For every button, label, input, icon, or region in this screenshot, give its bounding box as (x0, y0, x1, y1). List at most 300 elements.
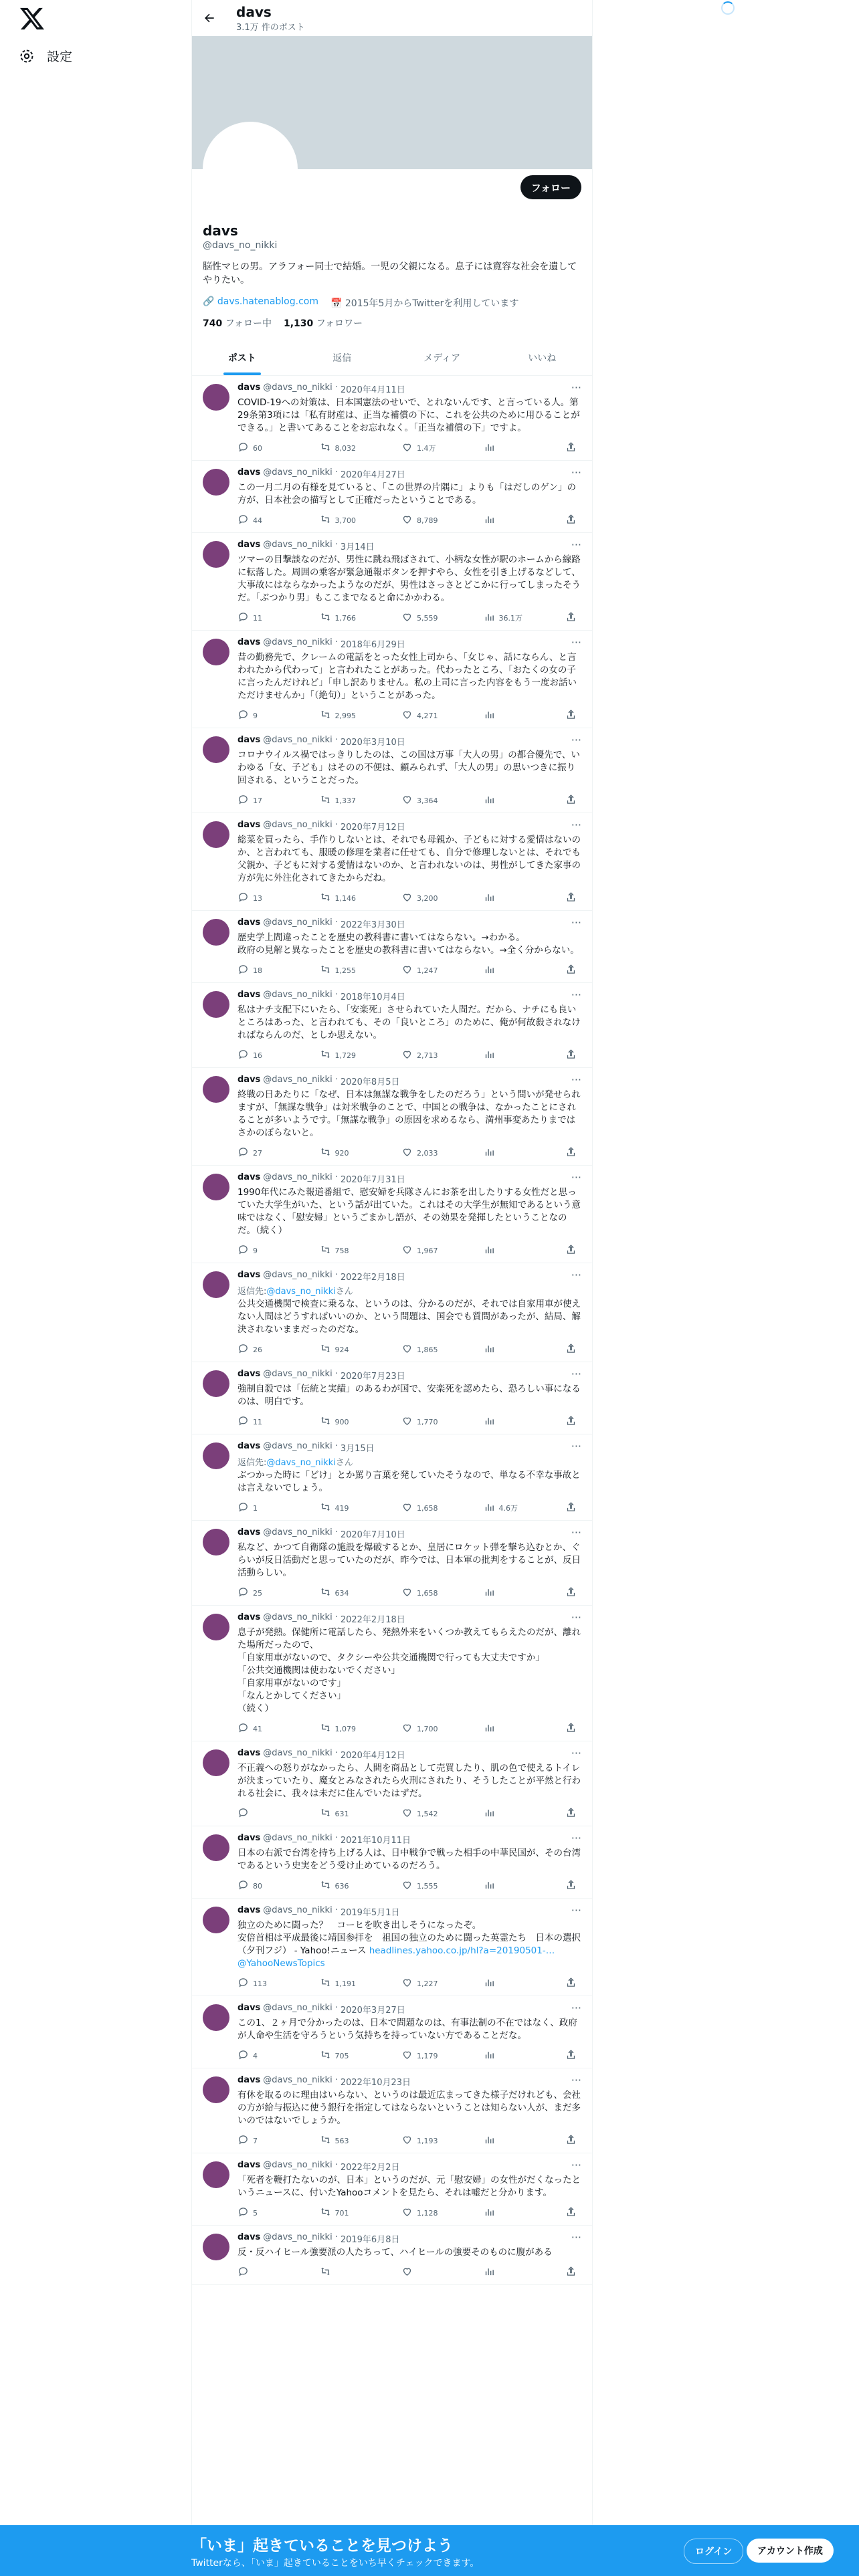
tweet[interactable] (192, 376, 592, 461)
like-button[interactable] (401, 1977, 442, 1990)
retweet-button[interactable] (320, 1807, 360, 1820)
profile-link[interactable]: davs.hatenablog.com (217, 296, 318, 307)
share-button[interactable] (565, 1879, 579, 1893)
tweet-separator: · (335, 1075, 338, 1085)
reply-count: 17 (253, 796, 262, 805)
share-button[interactable] (565, 1049, 579, 1062)
views-button[interactable] (484, 2266, 524, 2279)
tab-likes[interactable]: いいね (528, 353, 557, 364)
tweet-avatar[interactable] (203, 1749, 229, 1776)
tweet-author-handle[interactable]: @davs_no_nikki (263, 637, 332, 647)
retweet-button[interactable] (320, 611, 360, 625)
share-button[interactable] (565, 441, 579, 455)
views-button[interactable] (484, 2206, 524, 2220)
share-button[interactable] (565, 1146, 579, 1160)
reply-button[interactable] (237, 1146, 278, 1160)
reply-button[interactable] (237, 1807, 278, 1820)
tab-replies[interactable]: 返信 (332, 353, 352, 364)
retweet-count: 8,032 (335, 443, 356, 453)
back-arrow-icon[interactable] (203, 11, 216, 25)
tweet-author-name[interactable]: davs (237, 637, 261, 647)
retweet-button[interactable] (320, 514, 360, 527)
tweet-author-name[interactable]: davs (237, 1270, 261, 1280)
more-options-icon[interactable]: ··· (571, 1171, 581, 1184)
share-button[interactable] (565, 709, 579, 722)
reply-button[interactable] (237, 1586, 278, 1600)
views-button[interactable] (484, 2049, 524, 2062)
reply-icon (237, 1586, 249, 1600)
tweet-date[interactable]: 2022年2月18日 (340, 1273, 405, 1283)
views-button[interactable] (484, 1807, 524, 1820)
retweet-button[interactable] (320, 794, 360, 807)
tweet-avatar[interactable] (203, 991, 229, 1018)
tweet-avatar[interactable] (203, 384, 229, 411)
tweet-avatar[interactable] (203, 919, 229, 946)
follow-button[interactable]: フォロー (520, 175, 581, 199)
retweet-button[interactable] (320, 1343, 360, 1356)
tweet-author-name[interactable]: davs (237, 540, 261, 550)
share-button[interactable] (565, 1415, 579, 1428)
share-button[interactable] (565, 514, 579, 527)
like-button[interactable] (401, 1501, 442, 1515)
tweet-author-handle[interactable]: @davs_no_nikki (263, 383, 332, 393)
tweet[interactable] (192, 1899, 592, 1996)
reply-button[interactable] (237, 1049, 278, 1062)
tweet-date[interactable]: 2020年3月27日 (340, 2006, 405, 2016)
tweet[interactable] (192, 1741, 592, 1826)
reply-button[interactable] (237, 1977, 278, 1990)
retweet-button[interactable] (320, 1244, 360, 1257)
like-button[interactable] (401, 964, 442, 977)
share-button[interactable] (565, 1586, 579, 1600)
views-button[interactable] (484, 1343, 524, 1356)
share-button[interactable] (565, 1722, 579, 1735)
tweet-author-handle[interactable]: @davs_no_nikki (263, 2075, 332, 2085)
like-button[interactable] (401, 891, 442, 905)
like-button[interactable] (401, 1244, 442, 1257)
tweet[interactable] (192, 533, 592, 631)
tweet-avatar[interactable] (203, 1271, 229, 1298)
like-button[interactable] (401, 794, 442, 807)
like-button[interactable] (401, 2134, 442, 2147)
like-button[interactable] (401, 2049, 442, 2062)
tweet[interactable] (192, 2226, 592, 2285)
tweet-author-handle[interactable]: @davs_no_nikki (263, 467, 332, 477)
share-icon (565, 1244, 577, 1257)
tweet-author-name[interactable]: davs (237, 383, 261, 393)
tweet-avatar[interactable] (203, 639, 229, 665)
reply-button[interactable] (237, 794, 278, 807)
tweet-author-name[interactable]: davs (237, 1748, 261, 1758)
share-icon (565, 1977, 577, 1990)
tweet-author-name[interactable]: davs (237, 467, 261, 477)
more-options-icon[interactable]: ··· (571, 1747, 581, 1759)
more-options-icon[interactable]: ··· (571, 2074, 581, 2086)
retweet-button[interactable] (320, 2266, 360, 2279)
more-options-icon[interactable]: ··· (571, 1904, 581, 1917)
following-link[interactable] (203, 316, 272, 330)
nav-settings[interactable] (19, 47, 72, 65)
views-button[interactable] (484, 1244, 524, 1257)
like-button[interactable] (401, 1586, 442, 1600)
tweet-date[interactable]: 2020年7月10日 (340, 1530, 405, 1540)
tweet[interactable] (192, 2068, 592, 2153)
more-options-icon[interactable]: ··· (571, 1269, 581, 1281)
like-button[interactable] (401, 2266, 442, 2279)
reply-button[interactable] (237, 2049, 278, 2062)
views-button[interactable] (484, 709, 524, 722)
tweet-date[interactable]: 2018年6月29日 (340, 640, 405, 650)
tweet[interactable] (192, 2153, 592, 2226)
tweet-author-handle[interactable]: @davs_no_nikki (263, 1833, 332, 1843)
tweet-author-handle[interactable]: @davs_no_nikki (263, 1441, 332, 1451)
tweet-date[interactable]: 2020年7月12日 (340, 823, 405, 833)
reply-button[interactable] (237, 1415, 278, 1428)
tweet-text-content: 私はナチ支配下にいたら、「安楽死」させられていた人間だ。だから、ナチにも良いところはあった、と言われても、その「良いところ」のために、俺が何故殺されなければならんのだ、としか思えない。 (237, 1004, 581, 1041)
share-button[interactable] (565, 611, 579, 625)
tweet-date[interactable]: 2020年4月12日 (340, 1751, 405, 1761)
tweet-author-name[interactable]: davs (237, 2232, 261, 2242)
like-button[interactable] (401, 1722, 442, 1735)
tweet-link[interactable]: headlines.yahoo.co.jp/hl?a=20190501-… (369, 1945, 555, 1956)
tweet-body (237, 1612, 581, 1735)
tweet[interactable] (192, 1263, 592, 1362)
share-button[interactable] (565, 1244, 579, 1257)
tweet-avatar[interactable] (203, 1614, 229, 1640)
reply-button[interactable] (237, 1722, 278, 1735)
reply-button[interactable] (237, 891, 278, 905)
views-icon (484, 1244, 495, 1257)
tweet-author-name[interactable]: davs (237, 990, 261, 1000)
heart-icon (401, 1343, 413, 1356)
retweet-button[interactable] (320, 964, 360, 977)
share-icon (565, 2049, 577, 2062)
tweet-avatar[interactable] (203, 1907, 229, 1933)
share-button[interactable] (565, 2266, 579, 2279)
share-button[interactable] (565, 1501, 579, 1515)
retweet-button[interactable] (320, 709, 360, 722)
like-button[interactable] (401, 441, 442, 455)
share-icon (565, 1343, 577, 1356)
tweet[interactable] (192, 1166, 592, 1263)
views-button[interactable] (484, 794, 524, 807)
more-options-icon[interactable]: ··· (571, 988, 581, 1001)
tweet-avatar[interactable] (203, 1370, 229, 1397)
reply-button[interactable] (237, 1343, 278, 1356)
tweet-date[interactable]: 2020年7月31日 (340, 1175, 405, 1185)
retweet-button[interactable] (320, 1049, 360, 1062)
retweet-button[interactable] (320, 1146, 360, 1160)
tweet-author-name[interactable]: davs (237, 1172, 261, 1182)
views-button[interactable] (484, 611, 524, 625)
more-options-icon[interactable]: ··· (571, 381, 581, 394)
tweet-avatar[interactable] (203, 1529, 229, 1555)
views-button[interactable] (484, 891, 524, 905)
tweet-author-handle[interactable]: @davs_no_nikki (263, 2160, 332, 2170)
tweet-author-handle[interactable]: @davs_no_nikki (263, 1612, 332, 1622)
views-button[interactable] (484, 964, 524, 977)
reply-button[interactable] (237, 1879, 278, 1893)
tweet-avatar[interactable] (203, 2076, 229, 2103)
more-options-icon[interactable]: ··· (571, 2002, 581, 2014)
retweet-button[interactable] (320, 1722, 360, 1735)
retweet-button[interactable] (320, 2049, 360, 2062)
reply-to-link[interactable]: @davs_no_nikki (266, 1287, 336, 1297)
tab-media[interactable]: メディア (423, 353, 461, 364)
views-button[interactable] (484, 1722, 524, 1735)
tweet-mention[interactable]: @YahooNewsTopics (237, 1958, 325, 1969)
tweet[interactable] (192, 1068, 592, 1166)
share-icon (565, 1722, 577, 1735)
tweet-avatar[interactable] (203, 2161, 229, 2188)
share-button[interactable] (565, 2206, 579, 2220)
x-logo-icon[interactable] (19, 5, 45, 32)
tweet-header (237, 467, 581, 480)
reply-button[interactable] (237, 1501, 278, 1515)
share-icon (565, 964, 577, 977)
tweet[interactable] (192, 813, 592, 911)
tweet[interactable] (192, 631, 592, 728)
tweet-avatar[interactable] (203, 1834, 229, 1861)
tweet-author-name[interactable]: davs (237, 2075, 261, 2085)
tweet-actions (237, 441, 581, 455)
login-button[interactable]: ログイン (684, 2539, 743, 2564)
tweet[interactable] (192, 911, 592, 983)
tweet-date[interactable]: 2020年3月10日 (340, 738, 405, 748)
like-button[interactable] (401, 709, 442, 722)
tweet-actions (237, 514, 581, 527)
tweet-author-handle[interactable]: @davs_no_nikki (263, 918, 332, 928)
tweet-text-content: 終戦の日あたりに「なぜ、日本は無謀な戦争をしたのだろう」という問いが発せられますが、「無謀な戦争」は対米戦争のことで、中国との戦争は、なかったことにされることが多いようです。「無謀な戦争」の原因を求めるなら、満州事変あたりまではさかのぼらないと。 (237, 1089, 581, 1138)
tweet-header (237, 1527, 581, 1540)
more-options-icon[interactable]: ··· (571, 1832, 581, 1844)
tweet-author-handle[interactable]: @davs_no_nikki (263, 1369, 332, 1379)
profile-meta (203, 296, 581, 310)
tweet[interactable] (192, 461, 592, 533)
tweet[interactable] (192, 1996, 592, 2068)
more-options-icon[interactable]: ··· (571, 538, 581, 551)
tweet-author-name[interactable]: davs (237, 918, 261, 928)
tweet-avatar[interactable] (203, 736, 229, 763)
tweet-author-handle[interactable]: @davs_no_nikki (263, 1905, 332, 1915)
tweet-date[interactable]: 2022年10月23日 (340, 2078, 411, 2088)
tweet-author-handle[interactable]: @davs_no_nikki (263, 1527, 332, 1537)
more-options-icon[interactable]: ··· (571, 1368, 581, 1380)
tweet-author-handle[interactable]: @davs_no_nikki (263, 1270, 332, 1280)
tweet-date[interactable]: 2021年10月11日 (340, 1836, 411, 1846)
views-button[interactable] (484, 1049, 524, 1062)
views-button[interactable] (484, 1146, 524, 1160)
profile-avatar[interactable] (203, 122, 298, 217)
tweet-author-name[interactable]: davs (237, 1612, 261, 1622)
tweet-avatar[interactable] (203, 541, 229, 568)
more-options-icon[interactable]: ··· (571, 636, 581, 649)
reply-button[interactable] (237, 2266, 278, 2279)
reply-button[interactable] (237, 514, 278, 527)
tweet-author-handle[interactable]: @davs_no_nikki (263, 1075, 332, 1085)
retweet-button[interactable] (320, 1415, 360, 1428)
tweet-author-handle[interactable]: @davs_no_nikki (263, 540, 332, 550)
tweet-date[interactable]: 2019年5月1日 (340, 1908, 400, 1918)
views-icon (484, 1586, 495, 1600)
reply-button[interactable] (237, 964, 278, 977)
views-icon (484, 441, 495, 455)
reply-count: 80 (253, 1881, 262, 1891)
tweet-avatar[interactable] (203, 1076, 229, 1103)
tweet-date[interactable]: 3月14日 (340, 542, 375, 552)
heart-icon (401, 1415, 413, 1428)
tweet-author-handle[interactable]: @davs_no_nikki (263, 1172, 332, 1182)
views-button[interactable] (484, 1586, 524, 1600)
tweet-author-name[interactable]: davs (237, 1905, 261, 1915)
like-button[interactable] (401, 1807, 442, 1820)
tweet[interactable] (192, 728, 592, 813)
tweet-text (237, 2017, 581, 2042)
tweet-author-name[interactable]: davs (237, 1527, 261, 1537)
like-button[interactable] (401, 1049, 442, 1062)
tweet-author-name[interactable]: davs (237, 1075, 261, 1085)
like-button[interactable] (401, 1146, 442, 1160)
retweet-button[interactable] (320, 1586, 360, 1600)
like-button[interactable] (401, 514, 442, 527)
tweet-date[interactable]: 2020年8月5日 (340, 1077, 400, 1087)
tweet[interactable] (192, 1521, 592, 1606)
retweet-button[interactable] (320, 1879, 360, 1893)
tweet-author-handle[interactable]: @davs_no_nikki (263, 990, 332, 1000)
share-button[interactable] (565, 2049, 579, 2062)
signup-button[interactable]: アカウント作成 (747, 2539, 834, 2563)
views-button[interactable] (484, 1879, 524, 1893)
tweet-date[interactable]: 2022年2月2日 (340, 2163, 400, 2173)
tweet-text-content: コロナウイルス禍ではっきりしたのは、この国は万事「大人の男」の都合優先で、いわゆる「女、子ども」はそのの不便は、顧みられず、「大人の男」の思いつきに振り回される、ということだった。 (237, 750, 580, 786)
retweet-button[interactable] (320, 1501, 360, 1515)
views-button[interactable] (484, 1415, 524, 1428)
tweet-avatar[interactable] (203, 2234, 229, 2260)
tweet-author-name[interactable]: davs (237, 735, 261, 745)
tweet-date[interactable]: 2019年6月8日 (340, 2235, 400, 2245)
like-count: 1,193 (417, 2136, 438, 2145)
like-button[interactable] (401, 1343, 442, 1356)
retweet-button[interactable] (320, 1977, 360, 1990)
retweet-button[interactable] (320, 2206, 360, 2220)
tweet[interactable] (192, 983, 592, 1068)
more-options-icon[interactable]: ··· (571, 2231, 581, 2244)
views-icon (484, 964, 495, 977)
retweet-count: 701 (335, 2208, 349, 2218)
tweet-reply-context (237, 1284, 581, 1297)
retweet-button[interactable] (320, 891, 360, 905)
reply-button[interactable] (237, 441, 278, 455)
like-count: 1,179 (417, 2051, 438, 2060)
tweet-author-name[interactable]: davs (237, 2160, 261, 2170)
tweet-date[interactable]: 2020年7月23日 (340, 1372, 405, 1382)
retweet-button[interactable] (320, 441, 360, 455)
more-options-icon[interactable]: ··· (571, 1073, 581, 1086)
views-button[interactable] (484, 2134, 524, 2147)
tweet-author-handle[interactable]: @davs_no_nikki (263, 735, 332, 745)
more-options-icon[interactable]: ··· (571, 734, 581, 746)
tweet-avatar[interactable] (203, 821, 229, 848)
like-count: 8,789 (417, 516, 438, 525)
tweet-date[interactable]: 2020年4月11日 (340, 385, 405, 395)
reply-button[interactable] (237, 2134, 278, 2147)
tweet[interactable] (192, 1434, 592, 1521)
tweet-avatar[interactable] (203, 469, 229, 496)
tweet-avatar[interactable] (203, 1442, 229, 1469)
tweet[interactable] (192, 1826, 592, 1899)
tweet-date[interactable]: 2020年4月27日 (340, 470, 405, 480)
more-options-icon[interactable]: ··· (571, 1440, 581, 1453)
more-options-icon[interactable]: ··· (571, 466, 581, 479)
share-button[interactable] (565, 1343, 579, 1356)
like-button[interactable] (401, 1415, 442, 1428)
tweet-author-handle[interactable]: @davs_no_nikki (263, 2003, 332, 2013)
tweet-actions (237, 2049, 581, 2062)
views-button[interactable] (484, 441, 524, 455)
reply-button[interactable] (237, 709, 278, 722)
like-count: 5,559 (417, 613, 438, 623)
tab-posts[interactable]: ポスト (192, 340, 292, 375)
retweet-button[interactable] (320, 2134, 360, 2147)
reply-button[interactable] (237, 1244, 278, 1257)
tweet-author-handle[interactable]: @davs_no_nikki (263, 1748, 332, 1758)
tweet-date[interactable]: 2022年2月18日 (340, 1615, 405, 1625)
more-options-icon[interactable]: ··· (571, 1526, 581, 1539)
views-button[interactable] (484, 1501, 524, 1515)
tweet-author-name[interactable]: davs (237, 1441, 261, 1451)
tweet[interactable] (192, 1362, 592, 1434)
retweet-count: 634 (335, 1588, 349, 1598)
tweet-author-name[interactable]: davs (237, 820, 261, 830)
tweet-text (237, 1186, 581, 1237)
tweet-date[interactable]: 2022年3月30日 (340, 920, 405, 930)
views-button[interactable] (484, 1977, 524, 1990)
share-button[interactable] (565, 794, 579, 807)
tweet-author-name[interactable]: davs (237, 1369, 261, 1379)
share-button[interactable] (565, 964, 579, 977)
share-button[interactable] (565, 891, 579, 905)
tweet[interactable] (192, 1606, 592, 1741)
reply-button[interactable] (237, 611, 278, 625)
tweet-avatar[interactable] (203, 1174, 229, 1200)
reply-to-link[interactable]: @davs_no_nikki (266, 1458, 336, 1468)
followers-link[interactable] (284, 316, 363, 330)
tweet-actions (237, 1586, 581, 1600)
more-options-icon[interactable]: ··· (571, 916, 581, 929)
views-button[interactable] (484, 514, 524, 527)
like-button[interactable] (401, 1879, 442, 1893)
tweet-author-name[interactable]: davs (237, 2003, 261, 2013)
like-button[interactable] (401, 2206, 442, 2220)
tweet-separator: · (335, 1369, 338, 1379)
reply-count: 113 (253, 1979, 267, 1988)
tweet-avatar[interactable] (203, 2004, 229, 2031)
like-button[interactable] (401, 611, 442, 625)
tweet-date[interactable]: 3月15日 (340, 1444, 375, 1454)
more-options-icon[interactable]: ··· (571, 1611, 581, 1624)
tweet-author-name[interactable]: davs (237, 1833, 261, 1843)
tweet-date[interactable]: 2018年10月4日 (340, 992, 405, 1002)
more-options-icon[interactable]: ··· (571, 819, 581, 831)
reply-button[interactable] (237, 2206, 278, 2220)
tweet-author-handle[interactable]: @davs_no_nikki (263, 2232, 332, 2242)
share-button[interactable] (565, 1977, 579, 1990)
share-button[interactable] (565, 2134, 579, 2147)
more-options-icon[interactable]: ··· (571, 2159, 581, 2171)
share-button[interactable] (565, 1807, 579, 1820)
tweet-author-handle[interactable]: @davs_no_nikki (263, 820, 332, 830)
tweet-header (237, 2003, 581, 2016)
